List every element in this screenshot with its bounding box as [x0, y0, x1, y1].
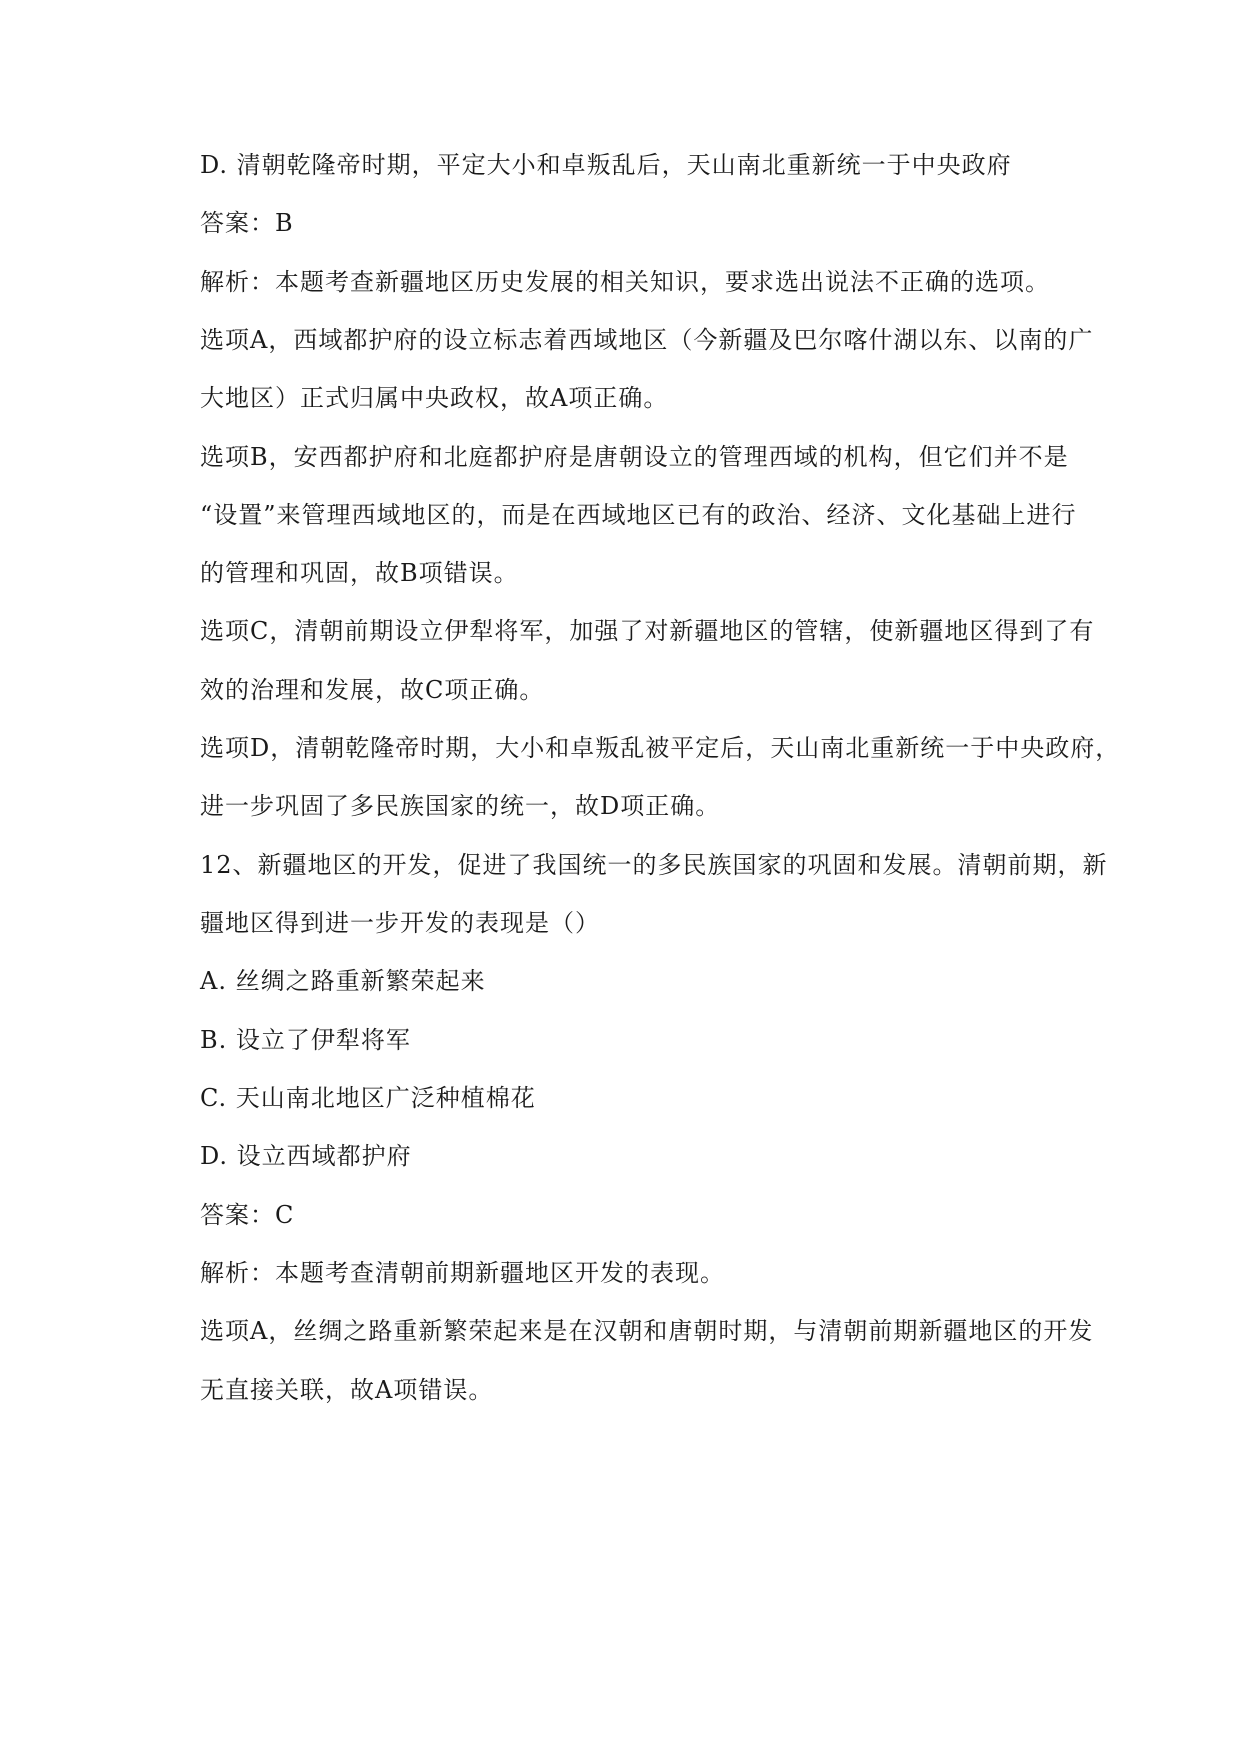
analysis-option-d-line: 选项D，清朝乾隆帝时期，大小和卓叛乱被平定后，天山南北重新统一于中央政府，: [200, 734, 1121, 762]
choice-b-line: B. 设立了伊犁将军: [200, 1026, 411, 1054]
answer-line: 答案：C: [200, 1201, 295, 1229]
option-d-line: D. 清朝乾隆帝时期，平定大小和卓叛乱后，天山南北重新统一于中央政府: [200, 151, 1012, 179]
analysis-line: 解析：本题考查新疆地区历史发展的相关知识，要求选出说法不正确的选项。: [200, 268, 1050, 296]
analysis-option-a-line: 选项A，西域都护府的设立标志着西域地区（今新疆及巴尔喀什湖以东、以南的广: [200, 326, 1094, 354]
question-12-cont-line: 疆地区得到进一步开发的表现是（）: [200, 909, 600, 937]
analysis-option-b-cont-line: 的管理和巩固，故B项错误。: [200, 559, 519, 587]
choice-c-line: C. 天山南北地区广泛种植棉花: [200, 1084, 536, 1112]
analysis-option-b-cont-line: “设置”来管理西域地区的，而是在西域地区已有的政治、经济、文化基础上进行: [200, 501, 1077, 529]
choice-d-line: D. 设立西域都护府: [200, 1142, 412, 1170]
analysis-line: 解析：本题考查清朝前期新疆地区开发的表现。: [200, 1259, 725, 1287]
analysis-option-a-cont-line: 无直接关联，故A项错误。: [200, 1376, 494, 1404]
analysis-option-a-cont-line: 大地区）正式归属中央政权，故A项正确。: [200, 384, 669, 412]
analysis-option-c-line: 选项C，清朝前期设立伊犁将军，加强了对新疆地区的管辖，使新疆地区得到了有: [200, 617, 1095, 645]
analysis-option-c-cont-line: 效的治理和发展，故C项正确。: [200, 676, 545, 704]
analysis-option-b-line: 选项B，安西都护府和北庭都护府是唐朝设立的管理西域的机构，但它们并不是: [200, 443, 1069, 471]
answer-line: 答案：B: [200, 209, 294, 237]
analysis-option-a-line: 选项A，丝绸之路重新繁荣起来是在汉朝和唐朝时期，与清朝前期新疆地区的开发: [200, 1317, 1094, 1345]
analysis-option-d-cont-line: 进一步巩固了多民族国家的统一，故D项正确。: [200, 792, 721, 820]
choice-a-line: A. 丝绸之路重新繁荣起来: [200, 967, 486, 995]
question-12-line: 12、新疆地区的开发，促进了我国统一的多民族国家的巩固和发展。清朝前期，新: [200, 851, 1108, 879]
